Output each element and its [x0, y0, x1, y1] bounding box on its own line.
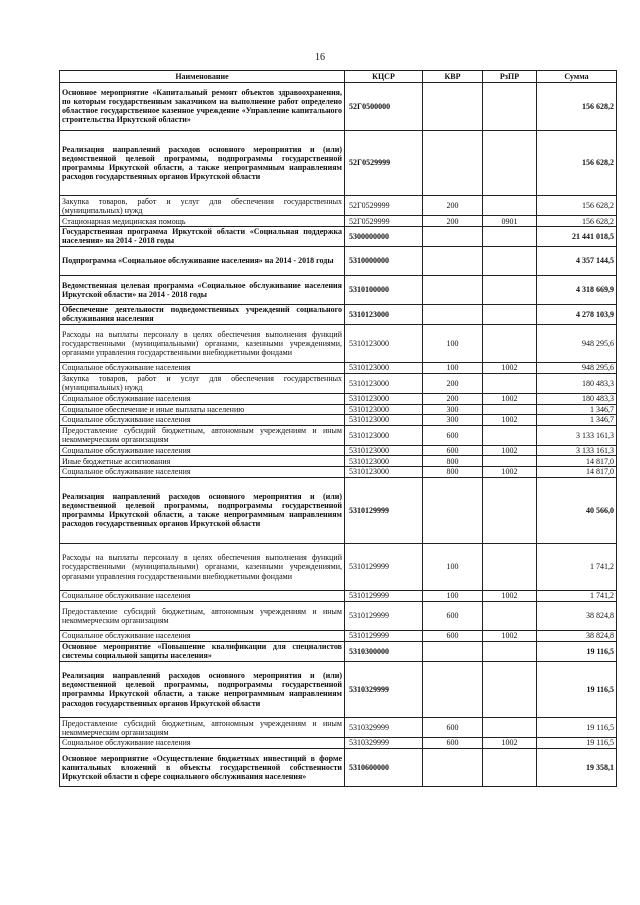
cell-name: Стационарная медицинская помощь	[60, 216, 345, 227]
cell-name: Основное мероприятие «Осуществление бюджетных инвестиций в форме капитальных вложений в объекты государственной собственности Иркутской области в сфере социального обслуживания населения»	[60, 748, 345, 786]
header-kvr: КВР	[423, 71, 483, 83]
table-row	[60, 601, 617, 630]
cell-name: Ведомственная целевая программа «Социальное обслуживание населения Иркутской области» на 2014 - 2018 годы	[60, 275, 345, 304]
cell-kcsr: 52Г0529999	[345, 130, 423, 196]
cell-kvr: 600	[423, 601, 483, 630]
cell-name: Социальное обслуживание населения	[60, 445, 345, 456]
cell-name: Основное мероприятие «Капитальный ремонт объектов здравоохранения, по которым государственным заказчиком на выполнение работ определено областное государственное казенное учреждение «Управление капитального строительства Иркутской области»	[60, 83, 345, 131]
cell-name: Предоставление субсидий бюджетным, автономным учреждениям и иным некоммерческим организациям	[60, 718, 345, 738]
cell-kcsr: 5310123000	[345, 363, 423, 374]
table-row	[60, 216, 617, 227]
cell-kvr	[423, 226, 483, 246]
cell-rzpr	[483, 196, 537, 216]
cell-rzpr	[483, 246, 537, 275]
cell-kcsr: 5310129999	[345, 543, 423, 591]
table-body	[60, 83, 617, 787]
cell-name: Социальное обслуживание населения	[60, 363, 345, 374]
table-row	[60, 305, 617, 325]
cell-rzpr	[483, 718, 537, 738]
cell-kcsr: 5310300000	[345, 641, 423, 661]
cell-kcsr: 5310329999	[345, 661, 423, 718]
cell-kcsr: 52Г0529999	[345, 216, 423, 227]
cell-kvr: 300	[423, 415, 483, 426]
cell-kvr	[423, 130, 483, 196]
cell-sum: 19 116,5	[537, 661, 617, 718]
cell-kcsr: 5310100000	[345, 275, 423, 304]
cell-rzpr	[483, 661, 537, 718]
cell-kcsr: 5310123000	[345, 445, 423, 456]
cell-name: Иные бюджетные ассигнования	[60, 456, 345, 467]
cell-sum: 948 295,6	[537, 324, 617, 362]
cell-kvr	[423, 275, 483, 304]
cell-kvr: 600	[423, 425, 483, 445]
cell-name: Социальное обслуживание населения	[60, 631, 345, 642]
table-row	[60, 226, 617, 246]
cell-rzpr: 1002	[483, 445, 537, 456]
table-row	[60, 661, 617, 718]
cell-sum: 19 116,5	[537, 738, 617, 749]
table-row	[60, 196, 617, 216]
header-kcsr: КЦСР	[345, 71, 423, 83]
table-row	[60, 445, 617, 456]
cell-kvr: 200	[423, 196, 483, 216]
page-number: 16	[315, 52, 325, 63]
cell-rzpr: 1002	[483, 393, 537, 404]
header-name: Наименование	[60, 71, 345, 83]
cell-sum: 180 483,3	[537, 373, 617, 393]
cell-name: Социальное обслуживание населения	[60, 591, 345, 602]
cell-name: Социальное обслуживание населения	[60, 393, 345, 404]
budget-table	[59, 70, 617, 787]
table-row	[60, 363, 617, 374]
cell-name: Реализация направлений расходов основного мероприятия и (или) ведомственной целевой программы, подпрограммы государственной программы Иркутской области, а также непрограммным направлениям расходов государственных органов Иркутской области	[60, 477, 345, 543]
cell-rzpr	[483, 275, 537, 304]
cell-kvr	[423, 748, 483, 786]
cell-kvr: 300	[423, 404, 483, 415]
cell-kvr: 200	[423, 393, 483, 404]
header-rzpr: РзПР	[483, 71, 537, 83]
cell-rzpr: 1002	[483, 467, 537, 478]
cell-rzpr	[483, 305, 537, 325]
cell-rzpr	[483, 130, 537, 196]
cell-name: Закупка товаров, работ и услуг для обеспечения государственных (муниципальных) нужд	[60, 196, 345, 216]
table-row	[60, 456, 617, 467]
cell-kvr: 600	[423, 631, 483, 642]
cell-name: Социальное обеспечение и иные выплаты населению	[60, 404, 345, 415]
cell-rzpr	[483, 83, 537, 131]
cell-kvr: 100	[423, 591, 483, 602]
cell-rzpr	[483, 477, 537, 543]
cell-sum: 3 133 161,3	[537, 445, 617, 456]
cell-kvr	[423, 305, 483, 325]
cell-rzpr	[483, 601, 537, 630]
cell-rzpr	[483, 373, 537, 393]
cell-kvr: 800	[423, 467, 483, 478]
cell-rzpr: 1002	[483, 631, 537, 642]
cell-sum: 14 817,0	[537, 467, 617, 478]
cell-kcsr: 5300000000	[345, 226, 423, 246]
cell-rzpr	[483, 404, 537, 415]
cell-sum: 19 358,1	[537, 748, 617, 786]
table-row	[60, 415, 617, 426]
cell-kcsr: 5310123000	[345, 404, 423, 415]
cell-sum: 1 346,7	[537, 415, 617, 426]
table-row	[60, 591, 617, 602]
header-sum: Сумма	[537, 71, 617, 83]
table-row	[60, 393, 617, 404]
cell-sum: 1 741,2	[537, 543, 617, 591]
cell-sum: 156 628,2	[537, 216, 617, 227]
table-row	[60, 748, 617, 786]
cell-kcsr: 5310123000	[345, 425, 423, 445]
cell-name: Подпрограмма «Социальное обслуживание населения» на 2014 - 2018 годы	[60, 246, 345, 275]
cell-kcsr: 5310129999	[345, 601, 423, 630]
cell-kvr: 600	[423, 738, 483, 749]
cell-kcsr: 5310129999	[345, 477, 423, 543]
cell-rzpr	[483, 641, 537, 661]
cell-kvr	[423, 641, 483, 661]
cell-sum: 156 628,2	[537, 196, 617, 216]
cell-name: Расходы на выплаты персоналу в целях обеспечения выполнения функций государственными (муниципальными) органами, казенными учреждениями, органами управления государственными внебюджетными фондами	[60, 324, 345, 362]
cell-name: Основное мероприятие «Повышение квалификации для специалистов системы социальной защиты населения»	[60, 641, 345, 661]
cell-kcsr: 52Г0500000	[345, 83, 423, 131]
cell-kcsr: 5310123000	[345, 415, 423, 426]
cell-name: Расходы на выплаты персоналу в целях обеспечения выполнения функций государственными (муниципальными) органами, казенными учреждениями, органами управления государственными внебюджетными фондами	[60, 543, 345, 591]
table-row	[60, 404, 617, 415]
cell-kvr	[423, 477, 483, 543]
table-row	[60, 83, 617, 131]
cell-sum: 21 441 018,5	[537, 226, 617, 246]
cell-kvr	[423, 246, 483, 275]
cell-sum: 156 628,2	[537, 130, 617, 196]
cell-kcsr: 5310123000	[345, 467, 423, 478]
cell-sum: 19 116,5	[537, 718, 617, 738]
cell-name: Социальное обслуживание населения	[60, 467, 345, 478]
table-row	[60, 718, 617, 738]
cell-kvr	[423, 661, 483, 718]
cell-rzpr: 1002	[483, 415, 537, 426]
cell-rzpr: 1002	[483, 591, 537, 602]
cell-sum: 948 295,6	[537, 363, 617, 374]
cell-kcsr: 5310129999	[345, 631, 423, 642]
table-row	[60, 543, 617, 591]
cell-kvr: 600	[423, 445, 483, 456]
cell-kvr: 100	[423, 543, 483, 591]
table-row	[60, 738, 617, 749]
cell-sum: 1 346,7	[537, 404, 617, 415]
cell-kvr: 600	[423, 718, 483, 738]
table-row	[60, 425, 617, 445]
cell-rzpr	[483, 425, 537, 445]
cell-rzpr	[483, 226, 537, 246]
cell-rzpr: 0901	[483, 216, 537, 227]
cell-kvr: 100	[423, 324, 483, 362]
cell-rzpr	[483, 543, 537, 591]
cell-sum: 3 133 161,3	[537, 425, 617, 445]
cell-kvr: 100	[423, 363, 483, 374]
table-row	[60, 130, 617, 196]
cell-kcsr: 5310123000	[345, 373, 423, 393]
cell-kvr: 200	[423, 216, 483, 227]
cell-sum: 40 566,0	[537, 477, 617, 543]
cell-sum: 19 116,5	[537, 641, 617, 661]
cell-kcsr: 5310329999	[345, 718, 423, 738]
cell-kcsr: 5310123000	[345, 324, 423, 362]
table-row	[60, 324, 617, 362]
cell-rzpr	[483, 748, 537, 786]
table-row	[60, 373, 617, 393]
table-header	[60, 71, 617, 83]
table-row	[60, 631, 617, 642]
cell-kcsr: 5310000000	[345, 246, 423, 275]
cell-name: Государственная программа Иркутской области «Социальная поддержка населения» на 2014 - 2018 годы	[60, 226, 345, 246]
cell-rzpr	[483, 456, 537, 467]
cell-kcsr: 5310123000	[345, 305, 423, 325]
cell-kvr: 200	[423, 373, 483, 393]
cell-sum: 38 824,8	[537, 601, 617, 630]
table-row	[60, 246, 617, 275]
cell-kcsr: 5310129999	[345, 591, 423, 602]
cell-sum: 180 483,3	[537, 393, 617, 404]
cell-name: Социальное обслуживание населения	[60, 738, 345, 749]
cell-kcsr: 5310329999	[345, 738, 423, 749]
cell-kcsr: 5310123000	[345, 456, 423, 467]
cell-kcsr: 52Г0529999	[345, 196, 423, 216]
cell-kvr: 800	[423, 456, 483, 467]
table-row	[60, 477, 617, 543]
cell-sum: 1 741,2	[537, 591, 617, 602]
cell-name: Предоставление субсидий бюджетным, автономным учреждениям и иным некоммерческим организациям	[60, 601, 345, 630]
cell-kvr	[423, 83, 483, 131]
cell-sum: 4 318 669,9	[537, 275, 617, 304]
cell-kcsr: 5310123000	[345, 393, 423, 404]
cell-name: Реализация направлений расходов основного мероприятия и (или) ведомственной целевой программы, подпрограммы государственной программы Иркутской области, а также непрограммным направлениям расходов государственных органов Иркутской области	[60, 130, 345, 196]
cell-kcsr: 5310600000	[345, 748, 423, 786]
cell-rzpr: 1002	[483, 738, 537, 749]
cell-sum: 14 817,0	[537, 456, 617, 467]
table-row	[60, 641, 617, 661]
cell-name: Предоставление субсидий бюджетным, автономным учреждениям и иным некоммерческим организациям	[60, 425, 345, 445]
cell-rzpr: 1002	[483, 363, 537, 374]
table-row	[60, 275, 617, 304]
table-row	[60, 467, 617, 478]
cell-name: Обеспечение деятельности подведомственных учреждений социального обслуживания населения	[60, 305, 345, 325]
cell-name: Социальное обслуживание населения	[60, 415, 345, 426]
cell-name: Реализация направлений расходов основного мероприятия и (или) ведомственной целевой программы, подпрограммы государственной программы Иркутской области, а также непрограммным направлениям расходов государственных органов Иркутской области	[60, 661, 345, 718]
cell-sum: 156 628,2	[537, 83, 617, 131]
cell-sum: 4 278 103,9	[537, 305, 617, 325]
header-row	[60, 71, 617, 83]
cell-name: Закупка товаров, работ и услуг для обеспечения государственных (муниципальных) нужд	[60, 373, 345, 393]
cell-sum: 4 357 144,5	[537, 246, 617, 275]
cell-rzpr	[483, 324, 537, 362]
cell-sum: 38 824,8	[537, 631, 617, 642]
